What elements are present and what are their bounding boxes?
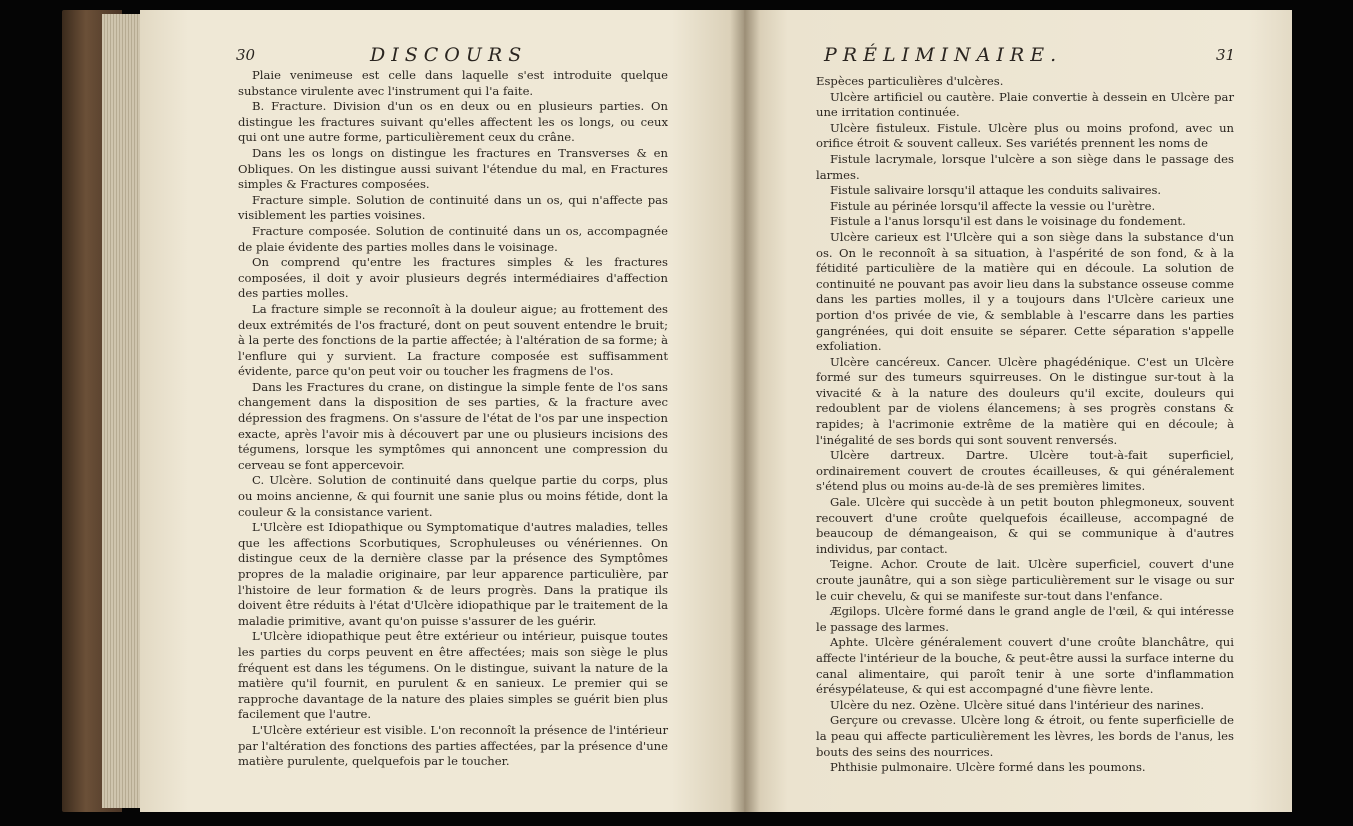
- book-gutter: [730, 10, 760, 812]
- right-page-number: 31: [1216, 46, 1236, 64]
- paragraph: Aphte. Ulcère généralement couvert d'une croûte blanchâtre, qui affecte l'intérieur de la bouche, & peut-être aussi la surface interne du canal alimentaire, qui paroît tenir à une sorte d'inflammation érésypélateuse, & qui est accompagné d'une fièvre lente.: [816, 635, 1234, 697]
- right-page: [744, 10, 1292, 812]
- paragraph: Teigne. Achor. Croute de lait. Ulcère superficiel, couvert d'une croute jaunâtre, qui a son siège particulièrement sur le visage ou sur le cuir chevelu, & qui se manifeste sur-tout dans l'enfance.: [816, 557, 1234, 603]
- paragraph: Fistule au périnée lorsqu'il affecte la vessie ou l'urètre.: [830, 198, 1156, 213]
- paragraph: Gale. Ulcère qui succède à un petit bouton phlegmoneux, souvent recouvert d'une croûte quelquefois écailleuse, accompagné de beaucoup de démangeaison, & qui se communique à d'autres individus, par contact.: [816, 495, 1234, 556]
- paragraph: Ulcère dartreux. Dartre. Ulcère tout-à-fait superficiel, ordinairement couvert de croutes écailleuses, & qui généralement s'étend plus ou moins au-de-là de ses premières limites.: [816, 448, 1234, 494]
- paragraph: Ulcère carieux est l'Ulcère qui a son siège dans la substance d'un os. On le reconnoît à sa situation, à l'aspérité de son fond, & à la fétidité particulière de la matière qui en découle. La solution de continuité ne pouvant pas avoir lieu dans la substance osseuse comme dans les parties molles, il y a toujours dans l'Ulcère carieux une portion d'os privée de vie, & semblable à l'escarre dans les parties gangrénées, qui doit ensuite se séparer. Cette séparation s'appelle exfoliation.: [816, 229, 1234, 354]
- paragraph: L'Ulcère idiopathique peut être extérieur ou intérieur, puisque toutes les parties du corps peuvent en être affectées; mais son siège le plus fréquent est dans les tégumens. On le distingue, suivant la nature de la matière qu'il fournit, en purulent & en sanieux. Le premier qui se rapproche davantage de la nature des plaies simples se guérit bien plus facilement que l'autre.: [238, 629, 668, 722]
- paragraph: Plaie venimeuse est celle dans laquelle s'est introduite quelque substance virulente avec l'instrument qui l'a faite.: [238, 68, 668, 98]
- paragraph: On comprend qu'entre les fractures simples & les fractures composées, il doit y avoir plusieurs degrés intermédiaires d'affection des parties molles.: [238, 255, 668, 301]
- paragraph: Ægilops. Ulcère formé dans le grand angle de l'œil, & qui intéresse le passage des larmes.: [816, 604, 1234, 634]
- paragraph: Phthisie pulmonaire. Ulcère formé dans les poumons.: [830, 760, 1146, 775]
- paragraph: Dans les os longs on distingue les fractures en Transverses & en Obliques. On les distingue aussi suivant l'étendue du mal, en Fractures simples & Fractures composées.: [238, 145, 668, 192]
- paragraph: L'Ulcère est Idiopathique ou Symptomatique d'autres maladies, telles que les affections Scorbutiques, Scrophuleuses ou vénériennes. On distingue ceux de la dernière classe par la présence des Symptômes propres de la maladie originaire, par leur apparence particulière, par l'histoire de leur formation & de leurs progrès. Dans la pratique ils doivent être réduits à l'état d'Ulcère idiopathique par le traitement de la maladie primitive, avant qu'on puisse s'assurer de les guérir.: [238, 520, 668, 628]
- right-running-head: PRÉLIMINAIRE.: [824, 44, 1063, 66]
- paragraph: Gerçure ou crevasse. Ulcère long & étroit, ou fente superficielle de la peau qui affecte particulièrement les lèvres, les bords de l'anus, les bouts des seins des nourrices.: [816, 713, 1234, 759]
- paragraph: Fistule lacrymale, lorsque l'ulcère a son siège dans le passage des larmes.: [816, 151, 1234, 182]
- paragraph: C. Ulcère. Solution de continuité dans quelque partie du corps, plus ou moins ancienne, & qui fournit une sanie plus ou moins fétide, dont la couleur & la consistance varient.: [238, 473, 668, 519]
- paragraph: Ulcère cancéreux. Cancer. Ulcère phagédénique. C'est un Ulcère formé sur des tumeurs squirreuses. On le distingue sur-tout à la vivacité & à la nature des douleurs qu'il excite, douleurs qui redoublent par de violens élancemens; à ses progrès constans & rapides; à l'acrimonie extrême de la matière qui en découle; à l'inégalité de ses bords qui sont souvent renversés.: [816, 354, 1234, 447]
- left-running-head: DISCOURS: [370, 44, 528, 66]
- paragraph: Ulcère fistuleux. Fistule. Ulcère plus ou moins profond, avec un orifice étroit & souvent calleux. Ses variétés prennent les noms de: [816, 120, 1234, 151]
- paragraph: Ulcère artificiel ou cautère. Plaie convertie à dessein en Ulcère par une irritation continuée.: [816, 89, 1234, 120]
- right-page-text: [816, 74, 1234, 776]
- open-book: [62, 10, 1292, 812]
- paragraph: Fracture simple. Solution de continuité dans un os, qui n'affecte pas visiblement les parties voisines.: [238, 192, 668, 223]
- left-page-text: [238, 68, 668, 770]
- paragraph: Dans les Fractures du crane, on distingue la simple fente de l'os sans changement dans la disposition de ses parties, & la fracture avec dépression des fragmens. On s'assure de l'état de l'os par une inspection exacte, après l'avoir mis à découvert par une ou plusieurs incisions des tégumens, lorsque les symptômes qui annoncent une compression du cerveau se font appercevoir.: [238, 379, 668, 472]
- paragraph: B. Fracture. Division d'un os en deux ou en plusieurs parties. On distingue les fractures suivant qu'elles affectent les os longs, ou ceux qui ont une autre forme, particulièrement ceux du crâne.: [238, 99, 668, 145]
- left-page-number: 30: [236, 46, 256, 64]
- paragraph: Ulcère du nez. Ozène. Ulcère situé dans l'intérieur des narines.: [830, 697, 1205, 712]
- paragraph: Fistule salivaire lorsqu'il attaque les conduits salivaires.: [830, 183, 1162, 198]
- paragraph: Espèces particulières d'ulcères.: [816, 74, 1004, 88]
- left-page: [140, 10, 744, 812]
- paragraph: Fistule a l'anus lorsqu'il est dans le voisinage du fondement.: [830, 214, 1186, 229]
- paragraph: La fracture simple se reconnoît à la douleur aigue; au frottement des deux extrémités de l'os fracturé, dont on peut souvent entendre le bruit; à la perte des fonctions de la partie affectée; à l'altération de sa forme; à l'enflure qui y survient. La fracture composée est suffisamment évidente, parce qu'on peut voir ou toucher les fragmens de l'os.: [238, 301, 668, 379]
- paragraph: Fracture composée. Solution de continuité dans un os, accompagnée de plaie évidente des parties molles dans le voisinage.: [238, 223, 668, 254]
- paragraph: L'Ulcère extérieur est visible. L'on reconnoît la présence de l'intérieur par l'altération des fonctions des parties affectées, par la présence d'une matière purulente, quelquefois par le toucher.: [238, 722, 668, 769]
- page-edges: [102, 14, 142, 808]
